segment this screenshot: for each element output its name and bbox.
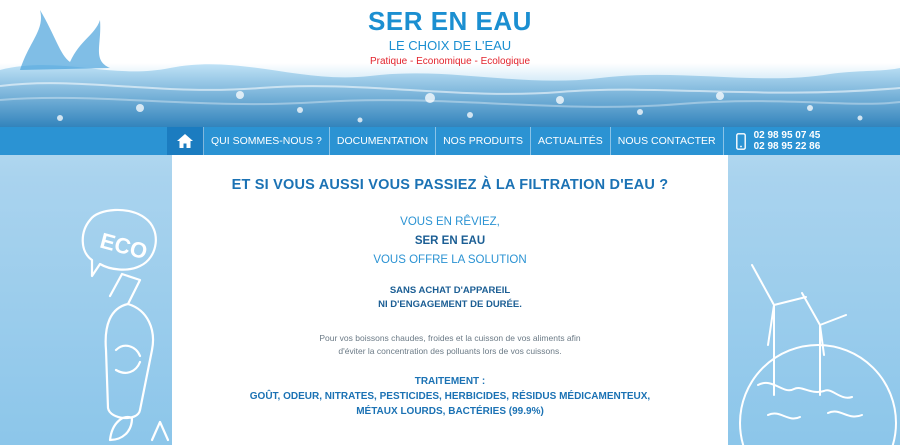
description-line-1: Pour vos boissons chaudes, froides et la cuisson de vos aliments afin <box>319 333 581 343</box>
offer-line-2: NI D'ENGAGEMENT DE DURÉE. <box>378 299 522 310</box>
nav-bar <box>167 127 827 155</box>
intro-line-1: VOUS EN RÊVIEZ, <box>400 216 500 228</box>
home-icon <box>177 134 193 148</box>
site-subtitle: LE CHOIX DE L'EAU <box>388 38 512 53</box>
content-panel <box>172 155 728 445</box>
nav-item-nous-contacter[interactable]: NOUS CONTACTER <box>611 127 724 155</box>
eco-label: ECO <box>97 227 151 265</box>
treatment-line-2: MÉTAUX LOURDS, BACTÉRIES (99.9%) <box>356 406 544 417</box>
site-logo-title[interactable]: SER EN EAU <box>368 6 532 36</box>
nav-item-documentation[interactable]: DOCUMENTATION <box>330 127 436 155</box>
site-tagline: Pratique - Economique - Ecologique <box>369 56 531 67</box>
header-banner <box>0 0 900 140</box>
treatment-block <box>172 374 728 419</box>
description-line-2: d'éviter la concentration des polluants lors de vos cuissons. <box>338 346 562 356</box>
description-block <box>172 332 728 358</box>
nav-item-nos-produits[interactable]: NOS PRODUITS <box>436 127 531 155</box>
phone-number-1[interactable]: 02 98 95 07 45 <box>753 130 821 141</box>
treatment-title: TRAITEMENT : <box>414 376 486 387</box>
treatment-line-1: GOÛT, ODEUR, NITRATES, PESTICIDES, HERBICIDES, RÉSIDUS MÉDICAMENTEUX, <box>249 391 651 402</box>
offer-line-1: SANS ACHAT D'APPAREIL <box>389 285 511 296</box>
intro-line-2: SER EN EAU <box>414 235 486 247</box>
phone-number-2[interactable]: 02 98 95 22 86 <box>753 141 821 152</box>
phone-icon <box>736 133 746 150</box>
headline: ET SI VOUS AUSSI VOUS PASSIEZ À LA FILTRATION D'EAU ? <box>231 177 669 193</box>
phone-numbers <box>754 130 821 152</box>
nav-item-qui-sommes-nous[interactable]: QUI SOMMES-NOUS ? <box>204 127 330 155</box>
eco-bottle-illustration <box>70 200 180 445</box>
offer-block <box>172 284 728 312</box>
wind-turbine-globe-illustration <box>728 245 900 445</box>
nav-home[interactable] <box>167 127 204 155</box>
main-navigation <box>0 127 900 155</box>
nav-item-actualites[interactable]: ACTUALITÉS <box>531 127 611 155</box>
intro-block <box>172 213 728 270</box>
intro-line-3: VOUS OFFRE LA SOLUTION <box>373 254 527 266</box>
nav-phone[interactable] <box>724 127 828 155</box>
brand-block <box>0 6 900 69</box>
